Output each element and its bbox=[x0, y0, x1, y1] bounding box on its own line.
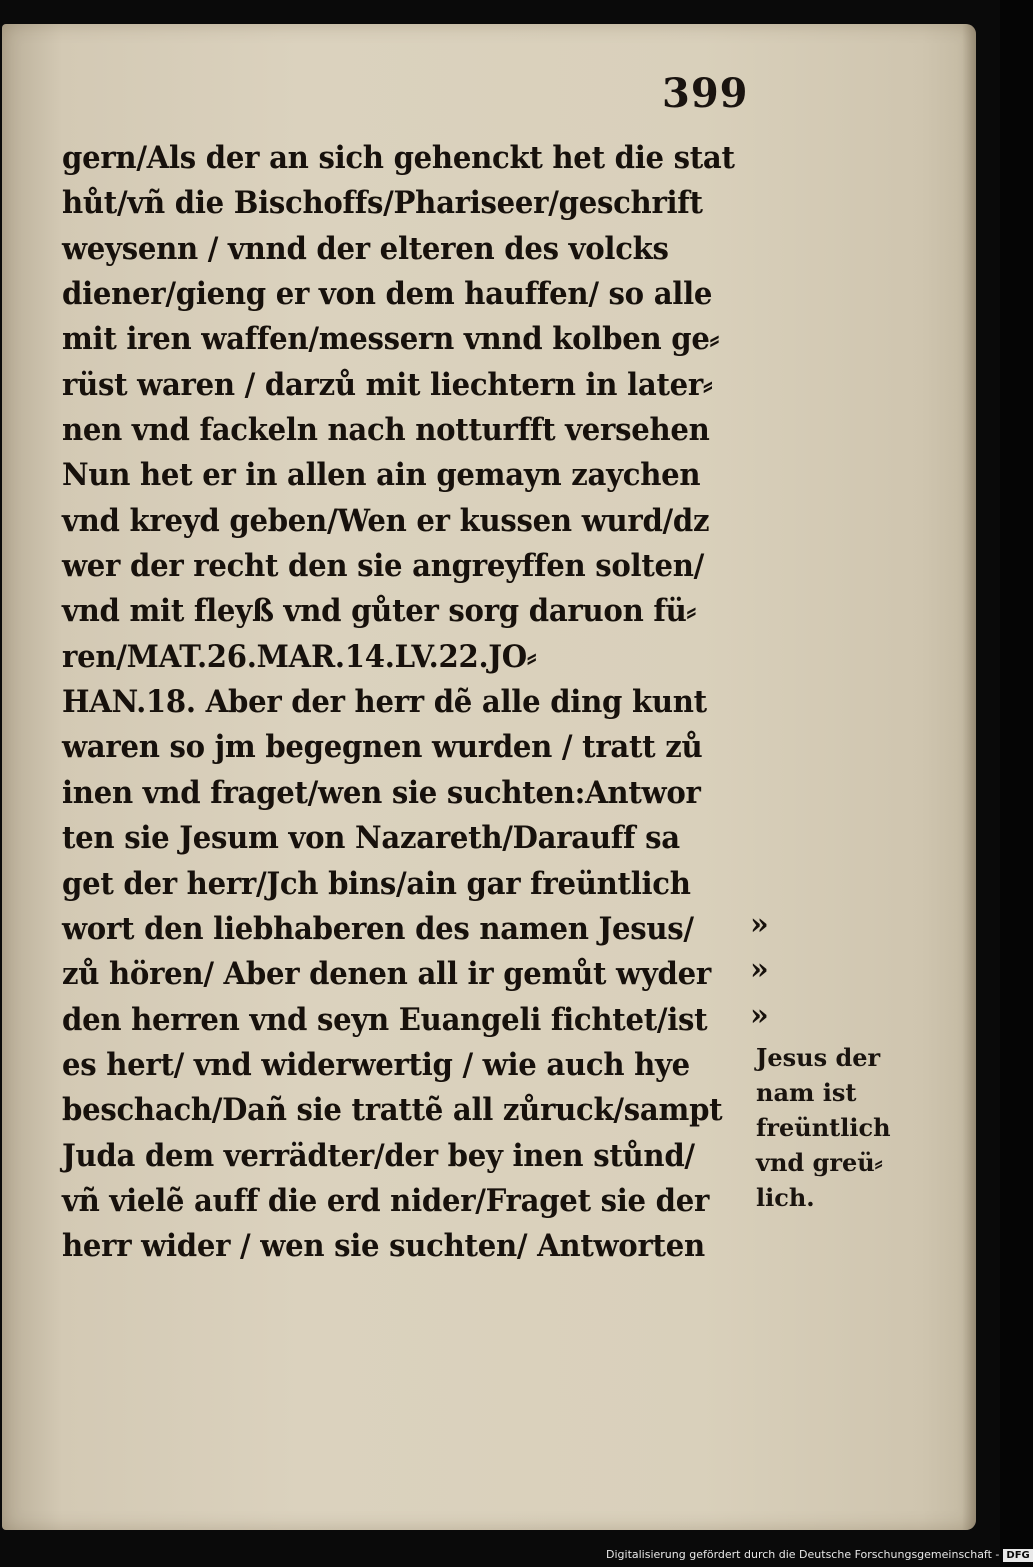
text-line: HAN.18. Aber der herr dẽ alle ding kunt bbox=[62, 684, 707, 721]
page-edge bbox=[962, 24, 976, 1530]
page-number: 399 bbox=[662, 70, 749, 117]
quote-mark: » bbox=[750, 997, 769, 1033]
marginal-note-line: lich. bbox=[756, 1183, 815, 1212]
text-line: wort den liebhaberen des namen Jesus/ bbox=[62, 910, 694, 947]
text-line: wer der recht den sie angreyffen solten/ bbox=[62, 548, 705, 585]
marginal-note-line: nam ist bbox=[756, 1078, 857, 1107]
text-line: get der herr/Jch bins/ain gar freüntlich bbox=[62, 865, 691, 902]
quote-mark: » bbox=[750, 906, 769, 942]
text-line: beschach/Dañ sie trattẽ all zůruck/sampt bbox=[62, 1092, 723, 1129]
text-line: waren so jm begegnen wurden / tratt zů bbox=[62, 729, 703, 766]
text-line: nen vnd fackeln nach notturfft versehen bbox=[62, 412, 710, 449]
text-line: rüst waren / darzů mit liechtern in later⸗ bbox=[62, 366, 713, 403]
text-line: vñ vielẽ auff die erd nider/Fraget sie der bbox=[62, 1182, 710, 1219]
credit-text: Digitalisierung gefördert durch die Deutsche Forschungsgemeinschaft - bbox=[606, 1548, 1000, 1561]
quote-mark: » bbox=[750, 952, 769, 988]
marginal-note-line: Jesus der bbox=[756, 1043, 881, 1072]
quoted-line-wrap bbox=[62, 997, 769, 1043]
text-line: mit iren waffen/messern vnnd kolben ge⸗ bbox=[62, 321, 720, 358]
text-line: inen vnd fraget/wen sie suchten:Antwor bbox=[62, 774, 701, 811]
text-line: gern/Als der an sich gehenckt het die stat bbox=[62, 140, 735, 176]
text-line: ten sie Jesum von Nazareth/Darauff sa bbox=[62, 820, 680, 857]
text-line: weysenn / vnnd der elteren des volcks bbox=[62, 230, 669, 267]
text-line: vnd kreyd geben/Wen er kussen wurd/dz bbox=[62, 502, 710, 539]
text-line: herr wider / wen sie suchten/ Antworten bbox=[62, 1228, 705, 1265]
text-line: Juda dem verrädter/der bey inen stůnd/ bbox=[62, 1137, 695, 1174]
text-line: hůt/vñ die Bischoffs/Phariseer/geschrift bbox=[62, 185, 703, 222]
dfg-logo: DFG bbox=[1003, 1549, 1032, 1562]
digitization-credit bbox=[606, 1548, 1033, 1562]
text-line: zů hören/ Aber denen all ir gemůt wyder bbox=[62, 956, 711, 993]
text-line: den herren vnd seyn Euangeli fichtet/ist bbox=[62, 1001, 708, 1038]
quoted-line-wrap bbox=[62, 952, 769, 997]
text-line: diener/gieng er von dem hauffen/ so alle bbox=[62, 276, 713, 313]
marginal-note bbox=[756, 1040, 926, 1215]
text-line: ren/MAT.26.MAR.14.LV.22.JO⸗ bbox=[62, 638, 537, 675]
marginal-note-line: freüntlich bbox=[756, 1113, 891, 1142]
text-line: vnd mit fleyß vnd gůter sorg daruon fü⸗ bbox=[62, 593, 696, 630]
text-line: es hert/ vnd widerwertig / wie auch hye bbox=[62, 1046, 690, 1083]
text-line: Nun het er in allen ain gemayn zaychen bbox=[62, 457, 701, 494]
body-text-block bbox=[62, 136, 769, 1270]
marginal-note-line: vnd greü⸗ bbox=[756, 1148, 883, 1177]
quoted-line-wrap bbox=[62, 906, 769, 952]
